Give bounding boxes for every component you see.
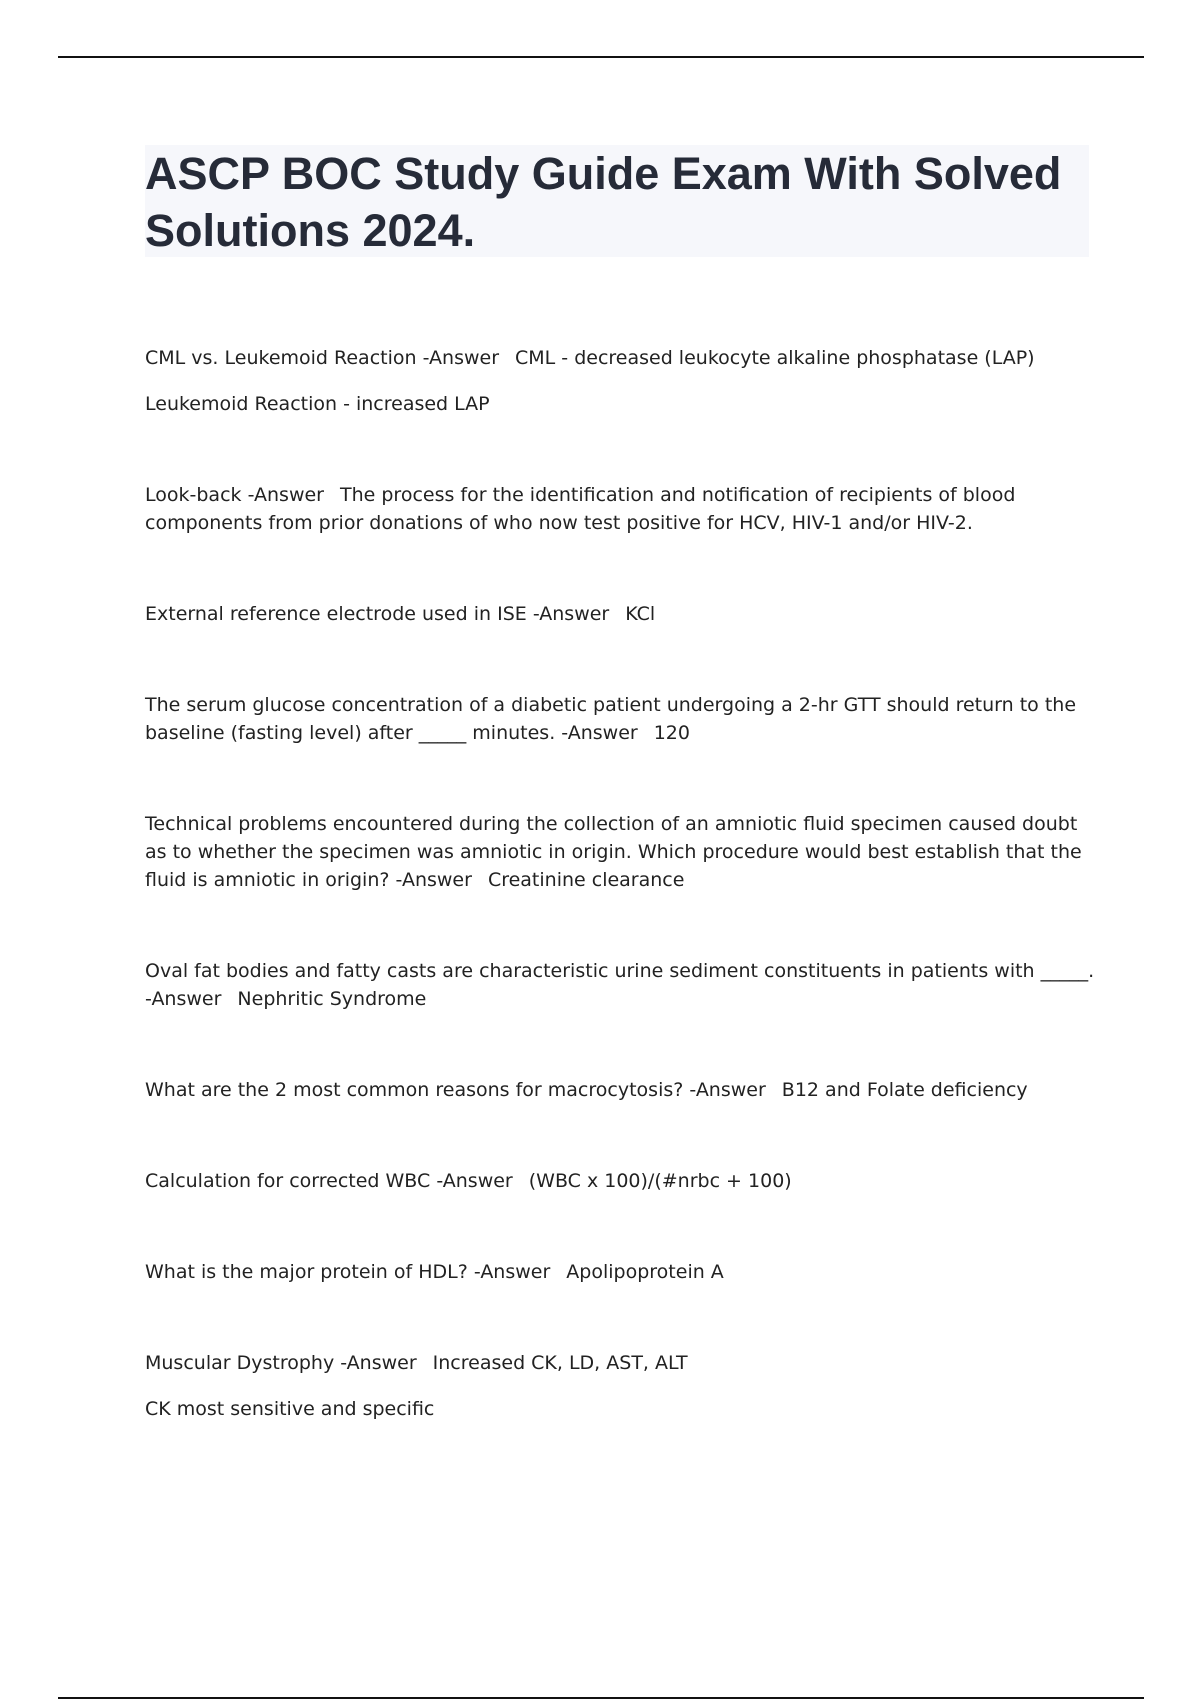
document-title: ASCP BOC Study Guide Exam With Solved Solutions 2024. xyxy=(145,148,1062,256)
answer-text: B12 and Folate deficiency xyxy=(781,1079,1028,1101)
answer-text: The process for the identification and notification of recipients of blood components from prior donations of who now test positive for HCV, HIV-1 and/or HIV-2. xyxy=(145,484,1016,534)
answer-text: Apolipoprotein A xyxy=(566,1261,724,1283)
qa-item xyxy=(145,1258,1095,1286)
answer-extra-line: CK most sensitive and specific xyxy=(145,1398,435,1420)
qa-line xyxy=(145,481,1095,537)
qa-item xyxy=(145,600,1095,628)
question-text: External reference electrode used in ISE xyxy=(145,603,527,625)
qa-item xyxy=(145,957,1095,1013)
qa-line xyxy=(145,1167,1095,1195)
qa-item xyxy=(145,1349,1095,1423)
qa-line xyxy=(145,1076,1095,1104)
answer-marker: -Answer xyxy=(561,722,638,744)
question-text: Oval fat bodies and fatty casts are characteristic urine sediment constituents in patients with _____. xyxy=(145,960,1095,982)
question-text: Muscular Dystrophy xyxy=(145,1352,335,1374)
question-text: Look-back xyxy=(145,484,242,506)
answer-marker: -Answer xyxy=(422,347,500,369)
answer-text: Nephritic Syndrome xyxy=(237,988,427,1010)
qa-item xyxy=(145,481,1095,537)
question-text: What are the 2 most common reasons for macrocytosis? xyxy=(145,1079,684,1101)
question-text: CML vs. Leukemoid Reaction xyxy=(145,347,417,369)
question-text: Calculation for corrected WBC xyxy=(145,1170,431,1192)
qa-line xyxy=(145,691,1095,747)
qa-item xyxy=(145,1076,1095,1104)
qa-line xyxy=(145,600,1095,628)
answer-marker: -Answer xyxy=(247,484,324,506)
title-block xyxy=(145,145,1089,257)
qa-line xyxy=(145,957,1095,1013)
question-text: What is the major protein of HDL? xyxy=(145,1261,468,1283)
bottom-rule xyxy=(58,1697,1144,1699)
qa-line xyxy=(145,344,1095,372)
qa-item xyxy=(145,344,1095,418)
answer-text: CML - decreased leukocyte alkaline phosphatase (LAP) xyxy=(515,347,1035,369)
qa-line xyxy=(145,1258,1095,1286)
answer-marker: -Answer xyxy=(395,869,472,891)
qa-line xyxy=(145,1349,1095,1377)
qa-list xyxy=(145,344,1095,1486)
answer-marker: -Answer xyxy=(340,1352,417,1374)
answer-extra-line: Leukemoid Reaction - increased LAP xyxy=(145,393,490,415)
answer-marker: -Answer xyxy=(145,988,222,1010)
qa-item xyxy=(145,691,1095,747)
answer-text: Creatinine clearance xyxy=(487,869,685,891)
answer-text: (WBC x 100)/(#nrbc + 100) xyxy=(528,1170,792,1192)
answer-marker: -Answer xyxy=(689,1079,766,1101)
answer-marker: -Answer xyxy=(473,1261,551,1283)
answer-text: 120 xyxy=(653,722,690,744)
answer-marker: -Answer xyxy=(532,603,610,625)
qa-item xyxy=(145,1167,1095,1195)
qa-line xyxy=(145,810,1095,894)
answer-text: KCl xyxy=(625,603,656,625)
question-text: Technical problems encountered during the collection of an amniotic fluid specimen caused doubt as to whether the specimen was amniotic in origin. Which procedure would best establish that the fluid is amniotic in origin? xyxy=(145,813,1082,891)
answer-marker: -Answer xyxy=(436,1170,513,1192)
qa-item xyxy=(145,810,1095,894)
question-text: The serum glucose concentration of a diabetic patient undergoing a 2-hr GTT should return to the baseline (fasting level) after _____ minutes. xyxy=(145,694,1077,744)
answer-text: Increased CK, LD, AST, ALT xyxy=(432,1352,688,1374)
top-rule xyxy=(58,56,1144,58)
